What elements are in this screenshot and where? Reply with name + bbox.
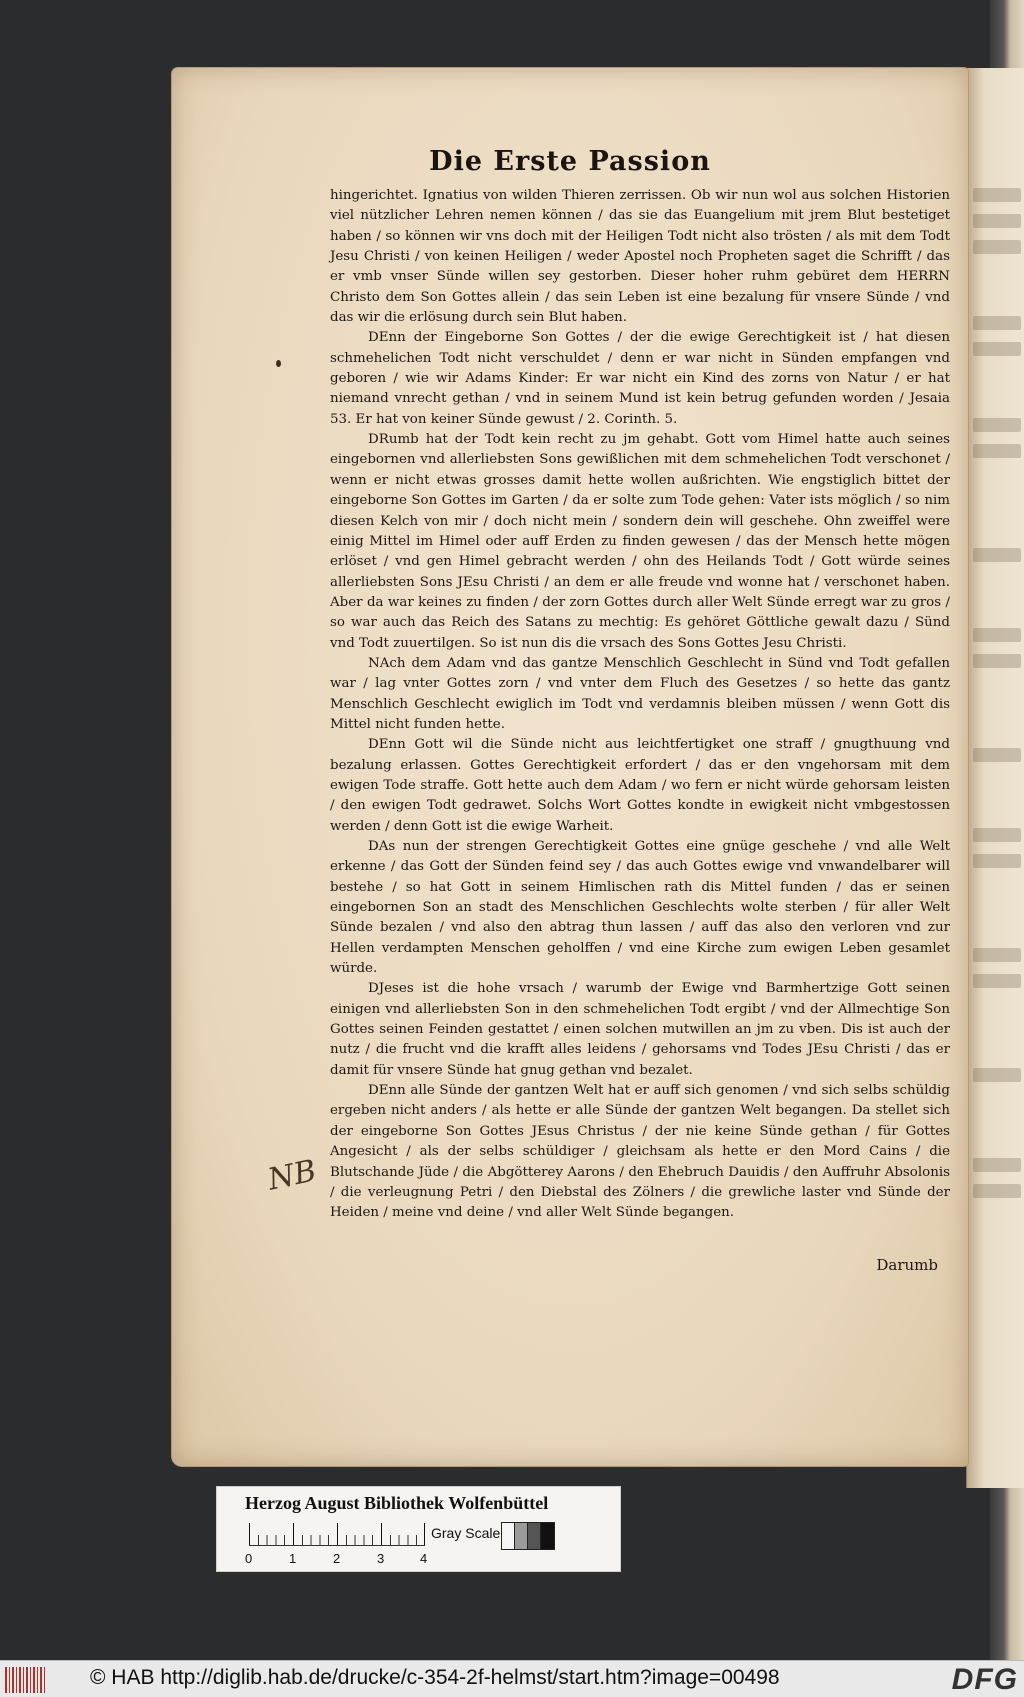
paragraph: hingerichtet. Ignatius von wilden Thieren zerrissen. Ob wir nun wol aus solchen Historien viel nützlicher Lehren nemen können / das sie das Euangelium mit jrem Blut bestetiget haben / so können wir vns doch mit der Heiligen Todt nicht also trösten / als mit dem Todt Jesu Christi / von keinen Heiligen / weder Apostel noch Propheten saget die Schrifft / das er vmb vnser Sünde willen sey gestorben. Dieser hoher ruhm gebüret dem HERRN Christo dem Son Gottes allein / das sein Leben ist eine bezalung für vnsere Sünde / vnd das wir die erlösung durch sein Blut haben. xyxy=(330,188,950,326)
ruler-major-tick xyxy=(424,1523,425,1545)
ruler-major-tick xyxy=(249,1523,250,1545)
dfg-logo: DFG xyxy=(951,1663,1018,1696)
paragraph: DJeses ist die hohe vrsach / warumb der Ewige vnd Barmhertzige Gott seinen einigen vnd allerliebsten Son in den schmehelichen Todt ergibt / vnd der Allmechtige Son Gottes seinen Feinden gestattet / einen solchen mutwillen an jm zu vben. Dis ist auch der nutz / die frucht vnd die krafft alles leidens / gehorsams vnd Todes JEsu Christi / das er damit für vnsere Sünde hat gnug gethan vnd bezalet. xyxy=(330,981,950,1078)
paragraph: DAs nun der strengen Gerechtigkeit Gottes eine gnüge geschehe / vnd alle Welt erkenne / das Gott der Sünden feind sey / das auch Gottes ewige vnd vnwandelbarer will bestehe / so hat Gott in seinem Himlischen rath dis Mittel funden / das er seinen eingebornen Son an stadt des Menschlichen Geschlechts wolte sterben / für aller Welt Sünde bezalen / vnd also den abtrag thun lassen / auff das also den verloren vnd zur Hellen verdampten Menschen geholffen / vnd eine Kirche zum ewigen Leben gesamlet würde. xyxy=(330,839,950,977)
page-body xyxy=(330,186,950,1224)
book-page xyxy=(172,68,968,1466)
ruler-major-tick xyxy=(381,1523,382,1545)
ruler-number: 2 xyxy=(333,1551,341,1566)
paragraph: DEnn Gott wil die Sünde nicht aus leichtfertigket one straff / gnugthuung vnd bezalung erlassen. Gottes Gerechtigkeit erfordert / das er den vngehorsam mit dem ewigen Tode straffe. Gott hette auch dem Adam / wo fern er nicht würde gehorsam leisten / den ewigen Todt gedrawet. Solchs Wort Gottes kondte in ewigkeit nicht vmbgestossen werden / denn Gott ist die ewige Warheit. xyxy=(330,737,950,834)
ruler-number: 3 xyxy=(377,1551,385,1566)
footer-bar xyxy=(0,1660,1024,1697)
catchword: Darumb xyxy=(876,1256,938,1274)
paragraph: DRumb hat der Todt kein recht zu jm gehabt. Gott vom Himel hatte auch seines eingebornen vnd allerliebsten Sons gewißlichen mit dem schmehelichen Todt verschonet / wenn er nicht etwas grosses damit hette wollen außrichten. Wie engstiglich bittet der eingeborne Son Gottes im Garten / da er solte zum Tode gehen: Vater ists möglich / so nim diesen Kelch von mir / doch nicht mein / sondern dein will geschehe. Ohn zweiffel were einig Mittel im Himel oder auff Erden zu finden gewesen / das der Mensch hette mögen erlöset / vnd gen Himel gebracht werden / ohn des Heilands Todt / Gott würde seines allerliebsten Sons JEsu Christi / an dem er alle freude vnd wonne hat / verschonet haben. Aber da war keines zu finden / der zorn Gottes durch aller Welt Sünde erregt war zu gros / so war auch das Reich des Satans zu mechtig: Es gehöret Göttliche gewalt dazu / Sünd vnd Todt zuuertilgen. So ist nun dis die vrsach des Sons Gottes Jesu Christi. xyxy=(330,432,950,651)
barcode-icon xyxy=(5,1667,47,1693)
ruler-number: 1 xyxy=(289,1551,297,1566)
ruler-number: 4 xyxy=(420,1551,428,1566)
library-name: Herzog August Bibliothek Wolfenbüttel xyxy=(245,1493,549,1513)
paragraph: DEnn der Eingeborne Son Gottes / der die ewige Gerechtigkeit ist / hat diesen schmehelichen Todt nicht verschuldet / denn er war nicht in Sünden empfangen vnd geboren / wie wir Adams Kinder: Er war nicht ein Kind des zorns von Natur / er hat niemand vnrecht gethan / vnd in seinem Mund ist kein betrug gefunden worden / Jesaia 53. Er hat von keiner Sünde gewust / 2. Corinth. 5. xyxy=(330,330,950,427)
gray-swatch xyxy=(502,1523,515,1549)
gray-swatch xyxy=(528,1523,541,1549)
margin-dot xyxy=(276,360,281,367)
gray-swatch xyxy=(515,1523,528,1549)
ruler-major-tick xyxy=(293,1523,294,1545)
gray-scale-label: Gray Scale xyxy=(431,1525,501,1541)
color-scale-card xyxy=(216,1486,621,1572)
page-title: Die Erste Passion xyxy=(429,146,711,177)
gray-swatch xyxy=(541,1523,554,1549)
source-link[interactable]: © HAB http://diglib.hab.de/drucke/c-354-2f-helmst/start.htm?image=00498 xyxy=(90,1666,780,1689)
ruler-major-tick xyxy=(337,1523,338,1545)
ruler-number: 0 xyxy=(245,1551,253,1566)
margin-annotation: NB xyxy=(264,1153,320,1198)
paragraph: NAch dem Adam vnd das gantze Menschlich Geschlecht in Sünd vnd Todt gefallen war / lag vnter Gottes zorn / vnd vnter dem Fluch des Gesetzes / so hette das gantz Menschlich Geschlecht ewiglich im Todt vnd verdamnis bleiben müssen / wenn Gott dis Mittel nicht funden hette. xyxy=(330,655,950,732)
paragraph: DEnn alle Sünde der gantzen Welt hat er auff sich genomen / vnd sich selbs schüldig ergeben nicht anders / als hette er alle Sünde der gantzen Welt begangen. Da stellet sich der eingeborne Son Gottes JEsus Christus / der nie keine Sünde gethan / für Gottes Angesicht / als der selbs schüldiger / gleichsam als hette er den Mord Cains / die Blutschande Jüde / die Abgötterey Aarons / den Ehebruch Dauidis / den Auffruhr Absolonis / die verleugnung Petri / den Diebstal des Zölners / die grewliche laster vnd Sünde der Heiden / meine vnd deine / vnd aller Welt Sünde begangen. xyxy=(330,1083,950,1221)
adjacent-page-edge xyxy=(966,68,1024,1488)
